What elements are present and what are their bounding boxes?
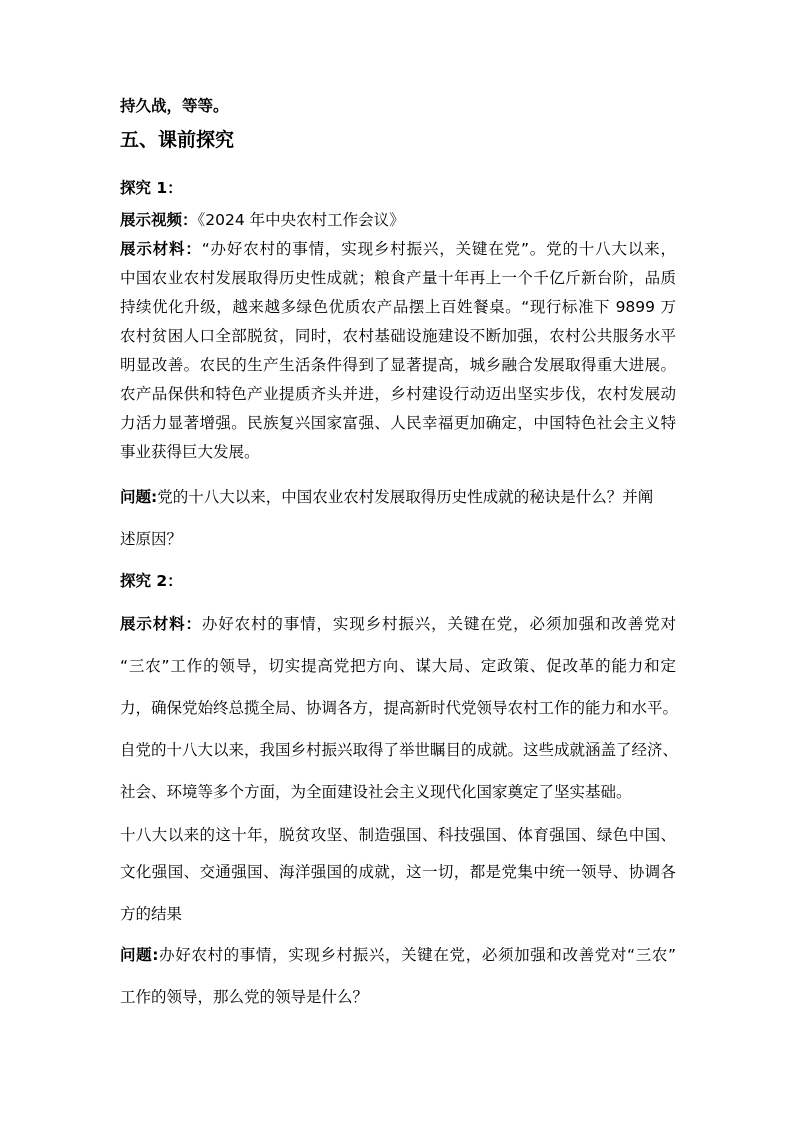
inquiry1-material-line-3: 持续优化升级，越来越多绿色优质农产品摆上百姓餐桌。“现行标准下 9899 万 (120, 298, 676, 316)
inquiry1-video-line (120, 210, 405, 230)
inquiry2-question-line-1 (120, 945, 676, 965)
inquiry1-material-line-7: 力活力显著增强。民族复兴国家富强、人民幸福更加确定，中国特色社会主义特 (120, 414, 676, 432)
video-title: 《2024 年中央农村工作会议》 (197, 211, 405, 229)
inquiry1-material-line-6: 农产品保供和特色产业提质齐头并进，乡村建设行动迈出坚实步伐，农村发展动 (120, 385, 676, 403)
inquiry2-material-line-3: 力，确保党始终总揽全局、协调各方，提高新时代党领导农村工作的能力和水平。 (120, 699, 679, 717)
inquiry2-material-line-2: “三农”工作的领导，切实提高党把方向、谋大局、定政策、促改革的能力和定 (120, 657, 676, 675)
inquiry2-material-line-5: 社会、环境等多个方面，为全面建设社会主义现代化国家奠定了坚实基础。 (120, 783, 632, 801)
question-text: 办好农村的事情，实现乡村振兴，关键在党，必须加强和改善党对“三农” (158, 946, 677, 964)
material-text: “办好农村的事情，实现乡村振兴，关键在党”。党的十八大以来， (201, 240, 676, 258)
inquiry2-title: 探究 2： (120, 572, 183, 590)
inquiry2-question-line-2: 工作的领导，那么党的领导是什么？ (120, 988, 369, 1006)
inquiry2-material-line-1 (120, 614, 676, 634)
inquiry1-material-line-2: 中国农业农村发展取得历史性成就；粮食产量十年再上一个千亿斤新台阶，品质 (120, 269, 676, 287)
inquiry2-material-line-6: 十八大以来的这十年，脱贫攻坚、制造强国、科技强国、体育强国、绿色中国、 (120, 826, 676, 844)
inquiry2-material-line-4: 自党的十八大以来，我国乡村振兴取得了举世瞩目的成就。这些成就涵盖了经济、 (120, 741, 679, 759)
inquiry1-material-line-4: 农村贫困人口全部脱贫，同时，农村基础设施建设不断加强，农村公共服务水平 (120, 327, 676, 345)
video-label: 展示视频： (120, 211, 198, 229)
question-text: 党的十八大以来，中国农业农村发展取得历史性成就的秘诀是什么？并阐 (157, 488, 654, 506)
material-text: 办好农村的事情，实现乡村振兴，关键在党，必须加强和改善党对 (201, 615, 676, 633)
inquiry1-material-line-5: 明显改善。农民的生产生活条件得到了显著提高，城乡融合发展取得重大进展。 (120, 356, 676, 374)
material-label: 展示材料： (120, 240, 202, 258)
section-heading: 五、课前探究 (120, 129, 235, 151)
question-label: 问题: (120, 946, 159, 964)
inquiry1-material-line-1 (120, 239, 676, 259)
inquiry1-material-line-8: 事业获得巨大发展。 (120, 443, 260, 461)
inquiry2-material-line-8: 方的结果 (120, 905, 183, 923)
inquiry1-question-line-2: 述原因？ (120, 530, 183, 548)
material-label: 展示材料： (120, 615, 202, 633)
inquiry2-material-line-7: 文化强国、交通强国、海洋强国的成就，这一切，都是党集中统一领导、协调各 (120, 863, 676, 881)
top-fragment: 持久战，等等。 (120, 97, 229, 115)
inquiry1-question-line-1 (120, 487, 653, 507)
question-label: 问题: (120, 488, 158, 506)
inquiry1-title: 探究 1： (120, 179, 183, 197)
